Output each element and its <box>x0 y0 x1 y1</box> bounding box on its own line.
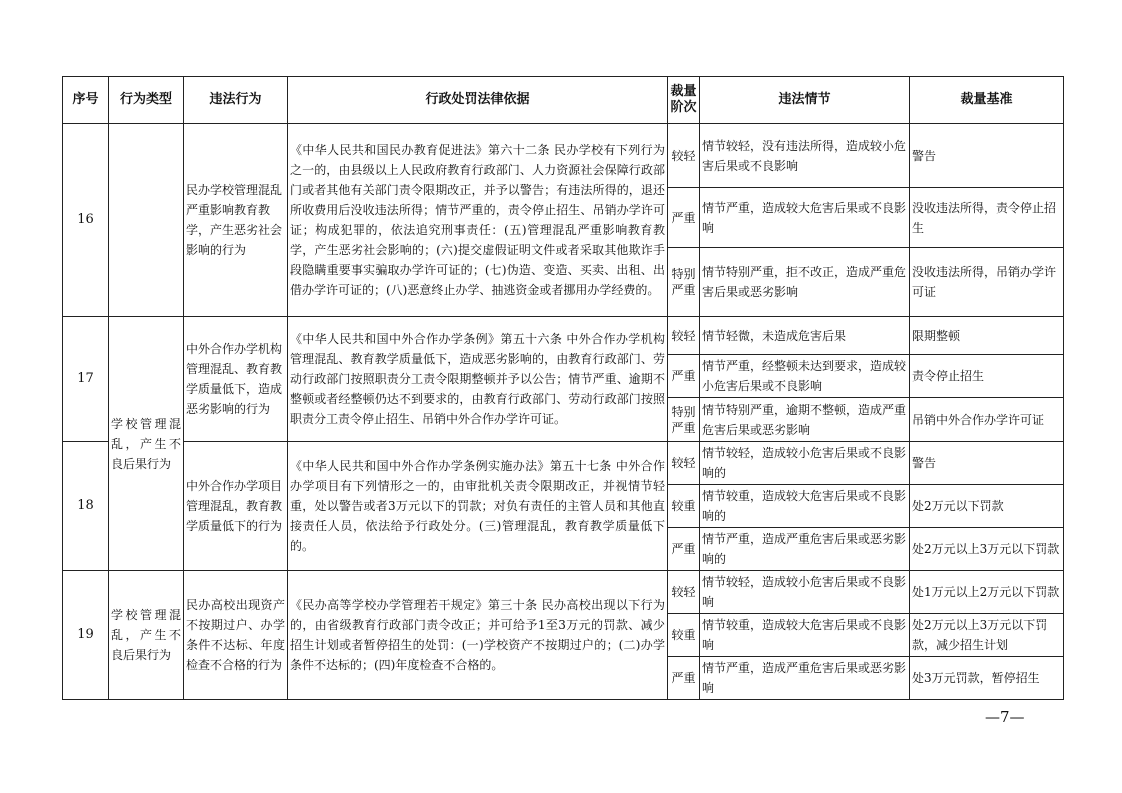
header-level: 裁量阶次 <box>668 77 700 124</box>
row-standard: 处2万元以上3万元以下罚款，减少招生计划 <box>910 614 1064 657</box>
row-level: 较重 <box>668 485 700 528</box>
row-legal-basis: 《中华人民共和国中外合作办学条例》第五十六条 中外合作办学机构管理混乱、教育教学质量低下，造成恶劣影响的，由教育行政部门、劳动行政部门按照职责分工责令限期整顿并予以公告；情节严重、逾期不整顿或者经整顿仍达不到要求的，由教育行政部门、劳动行政部门按照职责分工责令停止招生、吊销中外合作办学许可证。 <box>288 317 668 442</box>
row-circumstance: 情节特别严重，拒不改正，造成严重危害后果或恶劣影响 <box>700 248 910 317</box>
row-circumstance: 情节较重，造成较大危害后果或不良影响的 <box>700 485 910 528</box>
row-circumstance: 情节严重，造成严重危害后果或恶劣影响 <box>700 657 910 700</box>
row-circumstance: 情节较轻，没有违法所得，造成较小危害后果或不良影响 <box>700 124 910 188</box>
row-circumstance: 情节严重，造成较大危害后果或不良影响 <box>700 188 910 248</box>
header-violation: 违法行为 <box>184 77 288 124</box>
table-row <box>63 124 1064 188</box>
row-level: 较重 <box>668 614 700 657</box>
table-row <box>63 442 1064 485</box>
row-type-empty <box>109 124 184 317</box>
row-seq: 18 <box>63 442 109 571</box>
page-number: —7— <box>985 708 1025 726</box>
header-type: 行为类型 <box>109 77 184 124</box>
row-level: 严重 <box>668 657 700 700</box>
row-circumstance: 情节较重，造成较大危害后果或不良影响 <box>700 614 910 657</box>
row-violation: 中外合作办学机构管理混乱、教育教学质量低下，造成恶劣影响的行为 <box>184 317 288 442</box>
row-standard: 处2万元以上3万元以下罚款 <box>910 528 1064 571</box>
row-standard: 限期整顿 <box>910 317 1064 355</box>
row-standard: 责令停止招生 <box>910 355 1064 398</box>
row-circumstance: 情节严重，经整顿未达到要求，造成较小危害后果或不良影响 <box>700 355 910 398</box>
row-standard: 处3万元罚款，暂停招生 <box>910 657 1064 700</box>
row-level: 较轻 <box>668 124 700 188</box>
header-basis: 行政处罚法律依据 <box>288 77 668 124</box>
row-circumstance: 情节轻微，未造成危害后果 <box>700 317 910 355</box>
table-row <box>63 317 1064 355</box>
header-standard: 裁量基准 <box>910 77 1064 124</box>
row-seq: 16 <box>63 124 109 317</box>
row-standard: 没收违法所得，责令停止招生 <box>910 188 1064 248</box>
penalty-discretion-table <box>62 76 1064 700</box>
row-seq: 17 <box>63 317 109 442</box>
row-legal-basis: 《民办高等学校办学管理若干规定》第三十条 民办高校出现以下行为的，由省级教育行政部门责令改正；并可给予1至3万元的罚款、减少招生计划或者暂停招生的处罚：(一)学校资产不按期过户的；(二)办学条件不达标的；(四)年度检查不合格的。 <box>288 571 668 700</box>
row-standard: 警告 <box>910 442 1064 485</box>
row-standard: 处1万元以上2万元以下罚款 <box>910 571 1064 614</box>
row-level: 较轻 <box>668 442 700 485</box>
row-type-shared: 学校管理混乱，产生不良后果行为 <box>109 317 184 571</box>
row-level: 特别严重 <box>668 248 700 317</box>
row-level: 严重 <box>668 528 700 571</box>
row-violation: 中外合作办学项目管理混乱，教育教学质量低下的行为 <box>184 442 288 571</box>
header-circumstance: 违法情节 <box>700 77 910 124</box>
row-circumstance: 情节较轻，造成较小危害后果或不良影响的 <box>700 442 910 485</box>
row-circumstance: 情节较轻，造成较小危害后果或不良影响 <box>700 571 910 614</box>
row-type: 学校管理混乱，产生不良后果行为 <box>109 571 184 700</box>
table-row <box>63 571 1064 614</box>
row-level: 特别严重 <box>668 398 700 442</box>
header-seq: 序号 <box>63 77 109 124</box>
row-seq: 19 <box>63 571 109 700</box>
row-standard: 吊销中外合作办学许可证 <box>910 398 1064 442</box>
row-legal-basis: 《中华人民共和国中外合作办学条例实施办法》第五十七条 中外合作办学项目有下列情形之一的，由审批机关责令限期改正，并视情节轻重，处以警告或者3万元以下的罚款；对负有责任的主管人员和其他直接责任人员，依法给予行政处分。(三)管理混乱，教育教学质量低下的。 <box>288 442 668 571</box>
row-level: 较轻 <box>668 317 700 355</box>
row-violation: 民办高校出现资产不按期过户、办学条件不达标、年度检查不合格的行为 <box>184 571 288 700</box>
row-level: 严重 <box>668 188 700 248</box>
row-level: 严重 <box>668 355 700 398</box>
row-legal-basis: 《中华人民共和国民办教育促进法》第六十二条 民办学校有下列行为之一的，由县级以上人民政府教育行政部门、人力资源社会保障行政部门或者其他有关部门责令限期改正，并予以警告；有违法所得的，退还所收费用后没收违法所得；情节严重的，责令停止招生、吊销办学许可证；构成犯罪的，依法追究刑事责任：(五)管理混乱严重影响教育教学，产生恶劣社会影响的；(六)提交虚假证明文件或者采取其他欺诈手段隐瞒重要事实骗取办学许可证的；(七)伪造、变造、买卖、出租、出借办学许可证的；(八)恶意终止办学、抽逃资金或者挪用办学经费的。 <box>288 124 668 317</box>
row-circumstance: 情节严重，造成严重危害后果或恶劣影响的 <box>700 528 910 571</box>
row-standard: 处2万元以下罚款 <box>910 485 1064 528</box>
row-level: 较轻 <box>668 571 700 614</box>
table-header-row <box>63 77 1064 124</box>
row-circumstance: 情节特别严重，逾期不整顿，造成严重危害后果或恶劣影响 <box>700 398 910 442</box>
row-standard: 警告 <box>910 124 1064 188</box>
row-standard: 没收违法所得，吊销办学许可证 <box>910 248 1064 317</box>
row-violation: 民办学校管理混乱严重影响教育教学，产生恶劣社会影响的行为 <box>184 124 288 317</box>
